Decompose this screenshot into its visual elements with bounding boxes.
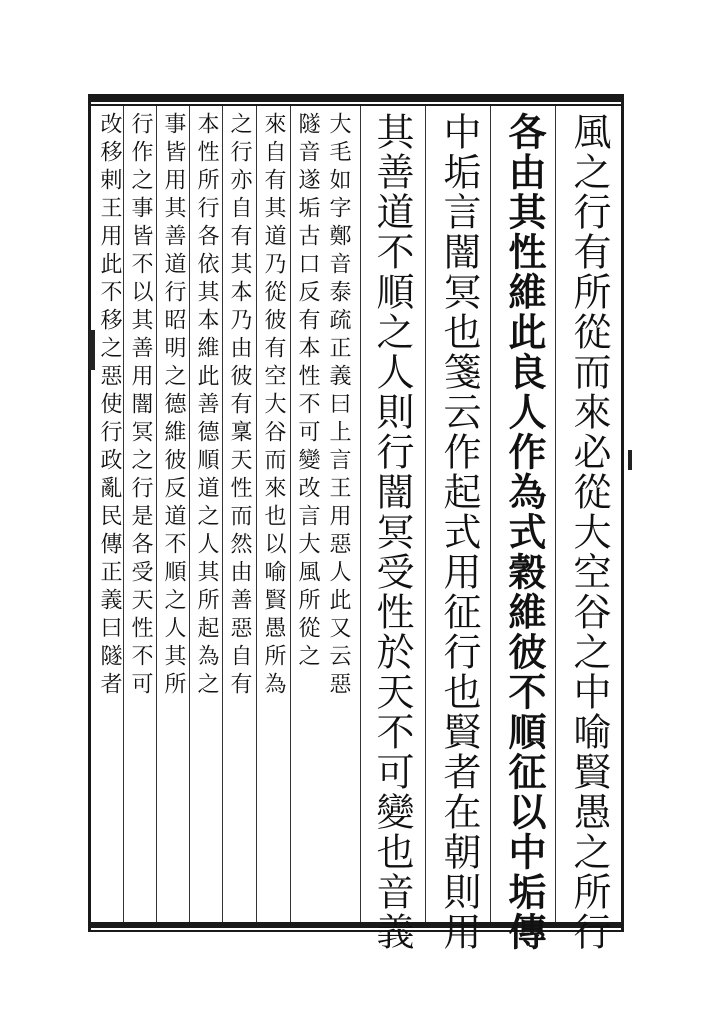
column-divider bbox=[360, 106, 361, 922]
edge-mark bbox=[628, 450, 632, 470]
text-column-3: 中垢言闇冥也箋云作起式用征行也賢者在朝則用 bbox=[437, 112, 481, 952]
binding-mark bbox=[89, 330, 95, 370]
column-divider bbox=[425, 106, 426, 922]
frame-top-rule bbox=[88, 94, 624, 102]
text-column-4: 其善道不順之人則行闇冥受性於天不可變也音義 bbox=[370, 112, 414, 952]
commentary-column-1: 大毛如字鄭音泰疏正義曰上言王用惡人此又云惡 bbox=[326, 112, 351, 700]
commentary-column-4: 之行亦自有其本乃由彼有稟天性而然由善惡自有 bbox=[227, 112, 252, 700]
commentary-column-5: 本性所行各依其本維此善德順道之人其所起為之 bbox=[194, 112, 219, 700]
commentary-column-3: 來自有其道乃從彼有空大谷而來也以喻賢愚所為 bbox=[261, 112, 286, 700]
frame-right-rule bbox=[621, 94, 624, 932]
commentary-column-7: 行作之事皆不以其善用闇冥之行是各受天性不可 bbox=[128, 112, 153, 700]
commentary-column-6: 事皆用其善道行昭明之德維彼反道不順之人其所 bbox=[161, 112, 186, 700]
commentary-column-8: 改移剌王用此不移之惡使行政亂民傳正義曰隧者 bbox=[97, 112, 122, 700]
text-column-2: 各由其性維此良人作為式穀維彼不順征以中垢傳 bbox=[502, 112, 547, 952]
column-divider bbox=[490, 106, 491, 922]
commentary-column-2: 隧音遂垢古口反有本性不可變改言大風所從之 bbox=[295, 112, 320, 672]
frame-top-rule-thin bbox=[88, 104, 624, 106]
frame-left-rule bbox=[88, 94, 91, 932]
text-column-1: 風之行有所從而來必從大空谷之中喻賢愚之所行 bbox=[567, 112, 611, 952]
column-divider bbox=[555, 106, 556, 922]
